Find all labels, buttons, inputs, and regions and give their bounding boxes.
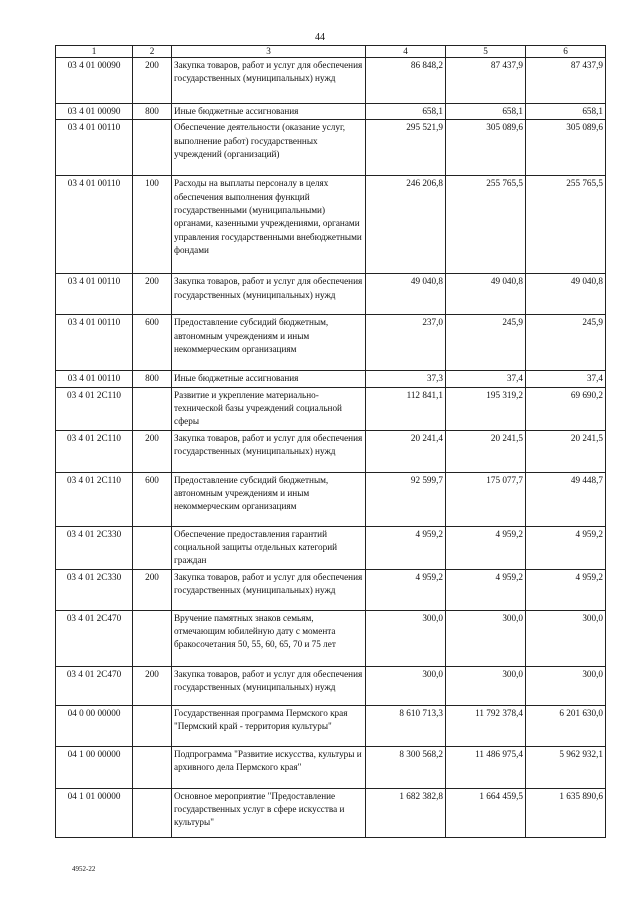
row-name-cell: Предоставление субсидий бюджетным, автономным учреждениям и иным некоммерческим организациям [172, 472, 366, 526]
row-expense-type-cell [133, 746, 172, 788]
row-value-col6-cell: 87 437,9 [526, 58, 606, 104]
row-expense-type-cell [133, 387, 172, 430]
table-body [56, 58, 606, 838]
row-value-col4-cell: 92 599,7 [366, 472, 446, 526]
row-name-cell: Предоставление субсидий бюджетным, автономным учреждениям и иным некоммерческим организациям [172, 315, 366, 371]
row-expense-type-cell: 200 [133, 666, 172, 705]
table-row [56, 526, 606, 569]
row-value-col4-cell: 237,0 [366, 315, 446, 371]
table-header-row [56, 46, 606, 58]
table-row [56, 746, 606, 788]
row-value-col4-cell: 658,1 [366, 104, 446, 120]
row-value-col5-cell: 300,0 [446, 610, 526, 666]
row-name-cell: Иные бюджетные ассигнования [172, 104, 366, 120]
row-value-col4-cell: 37,3 [366, 371, 446, 387]
document-footer-code: 4952-22 [72, 865, 96, 873]
row-value-col4-cell: 20 241,4 [366, 430, 446, 472]
column-header: 5 [446, 46, 526, 58]
row-value-col5-cell: 245,9 [446, 315, 526, 371]
row-value-col4-cell: 4 959,2 [366, 526, 446, 569]
row-value-col6-cell: 4 959,2 [526, 569, 606, 610]
row-value-col5-cell: 4 959,2 [446, 569, 526, 610]
row-name-cell: Закупка товаров, работ и услуг для обеспечения государственных (муниципальных) нужд [172, 274, 366, 315]
row-code-cell: 04 1 00 00000 [56, 746, 133, 788]
row-value-col6-cell: 305 089,6 [526, 120, 606, 176]
table-row [56, 371, 606, 387]
row-expense-type-cell: 200 [133, 58, 172, 104]
row-expense-type-cell: 100 [133, 176, 172, 274]
row-value-col5-cell: 175 077,7 [446, 472, 526, 526]
row-expense-type-cell: 800 [133, 371, 172, 387]
table-row [56, 430, 606, 472]
row-code-cell: 03 4 01 2С110 [56, 387, 133, 430]
row-value-col6-cell: 300,0 [526, 610, 606, 666]
row-value-col6-cell: 300,0 [526, 666, 606, 705]
row-name-cell: Иные бюджетные ассигнования [172, 371, 366, 387]
row-name-cell: Обеспечение деятельности (оказание услуг, выполнение работ) государственных учреждений (организаций) [172, 120, 366, 176]
row-value-col6-cell: 4 959,2 [526, 526, 606, 569]
row-code-cell: 03 4 01 00110 [56, 315, 133, 371]
row-value-col5-cell: 300,0 [446, 666, 526, 705]
table-row [56, 610, 606, 666]
row-value-col6-cell: 37,4 [526, 371, 606, 387]
row-name-cell: Государственная программа Пермского края "Пермский край - территория культуры" [172, 705, 366, 746]
row-value-col4-cell: 8 610 713,3 [366, 705, 446, 746]
row-value-col4-cell: 246 206,8 [366, 176, 446, 274]
row-value-col5-cell: 11 792 378,4 [446, 705, 526, 746]
row-code-cell: 04 0 00 00000 [56, 705, 133, 746]
row-code-cell: 03 4 01 00110 [56, 120, 133, 176]
row-value-col5-cell: 658,1 [446, 104, 526, 120]
table-row [56, 315, 606, 371]
row-expense-type-cell: 800 [133, 104, 172, 120]
row-name-cell: Закупка товаров, работ и услуг для обеспечения государственных (муниципальных) нужд [172, 430, 366, 472]
row-value-col6-cell: 1 635 890,6 [526, 788, 606, 837]
row-value-col5-cell: 20 241,5 [446, 430, 526, 472]
row-code-cell: 04 1 01 00000 [56, 788, 133, 837]
row-name-cell: Закупка товаров, работ и услуг для обеспечения государственных (муниципальных) нужд [172, 666, 366, 705]
table-row [56, 274, 606, 315]
row-code-cell: 03 4 01 2С470 [56, 666, 133, 705]
row-code-cell: 03 4 01 2С330 [56, 569, 133, 610]
row-value-col4-cell: 1 682 382,8 [366, 788, 446, 837]
row-value-col6-cell: 255 765,5 [526, 176, 606, 274]
row-code-cell: 03 4 01 00110 [56, 176, 133, 274]
row-code-cell: 03 4 01 2С470 [56, 610, 133, 666]
row-name-cell: Закупка товаров, работ и услуг для обеспечения государственных (муниципальных) нужд [172, 569, 366, 610]
column-header: 6 [526, 46, 606, 58]
row-value-col5-cell: 49 040,8 [446, 274, 526, 315]
row-value-col6-cell: 6 201 630,0 [526, 705, 606, 746]
row-name-cell: Закупка товаров, работ и услуг для обеспечения государственных (муниципальных) нужд [172, 58, 366, 104]
row-value-col4-cell: 4 959,2 [366, 569, 446, 610]
row-expense-type-cell: 600 [133, 472, 172, 526]
row-value-col5-cell: 11 486 975,4 [446, 746, 526, 788]
row-expense-type-cell [133, 526, 172, 569]
column-header: 3 [172, 46, 366, 58]
column-header: 2 [133, 46, 172, 58]
row-name-cell: Основное мероприятие "Предоставление государственных услуг в сфере искусства и культуры" [172, 788, 366, 837]
table-row [56, 58, 606, 104]
row-value-col6-cell: 49 040,8 [526, 274, 606, 315]
table-row [56, 788, 606, 837]
table-row [56, 705, 606, 746]
row-expense-type-cell: 200 [133, 569, 172, 610]
row-expense-type-cell: 200 [133, 430, 172, 472]
row-value-col5-cell: 305 089,6 [446, 120, 526, 176]
budget-table [55, 45, 606, 838]
row-value-col5-cell: 37,4 [446, 371, 526, 387]
page-number: 44 [315, 32, 325, 43]
column-header: 4 [366, 46, 446, 58]
row-code-cell: 03 4 01 00090 [56, 58, 133, 104]
row-code-cell: 03 4 01 00110 [56, 274, 133, 315]
row-expense-type-cell [133, 120, 172, 176]
row-value-col5-cell: 1 664 459,5 [446, 788, 526, 837]
table-row [56, 120, 606, 176]
row-value-col6-cell: 69 690,2 [526, 387, 606, 430]
row-value-col6-cell: 49 448,7 [526, 472, 606, 526]
row-expense-type-cell [133, 705, 172, 746]
row-expense-type-cell: 200 [133, 274, 172, 315]
row-value-col4-cell: 86 848,2 [366, 58, 446, 104]
table-row [56, 666, 606, 705]
row-name-cell: Развитие и укрепление материально-технической базы учреждений социальной сферы [172, 387, 366, 430]
row-name-cell: Расходы на выплаты персоналу в целях обеспечения выполнения функций государственными (муниципальными) органами, казенными учреждениями, органами управления государственными внебюджетными фондами [172, 176, 366, 274]
row-code-cell: 03 4 01 00110 [56, 371, 133, 387]
row-value-col5-cell: 87 437,9 [446, 58, 526, 104]
row-name-cell: Обеспечение предоставления гарантий социальной защиты отдельных категорий граждан [172, 526, 366, 569]
row-value-col4-cell: 112 841,1 [366, 387, 446, 430]
row-value-col6-cell: 658,1 [526, 104, 606, 120]
row-value-col4-cell: 295 521,9 [366, 120, 446, 176]
row-value-col6-cell: 245,9 [526, 315, 606, 371]
row-value-col6-cell: 5 962 932,1 [526, 746, 606, 788]
row-code-cell: 03 4 01 2С110 [56, 430, 133, 472]
column-header: 1 [56, 46, 133, 58]
row-expense-type-cell [133, 788, 172, 837]
row-value-col6-cell: 20 241,5 [526, 430, 606, 472]
row-code-cell: 03 4 01 00090 [56, 104, 133, 120]
table-row [56, 472, 606, 526]
row-name-cell: Подпрограмма "Развитие искусства, культуры и архивного дела Пермского края" [172, 746, 366, 788]
table-row [56, 569, 606, 610]
row-name-cell: Вручение памятных знаков семьям, отмечающим юбилейную дату с момента бракосочетания 50, 55, 60, 65, 70 и 75 лет [172, 610, 366, 666]
row-value-col4-cell: 49 040,8 [366, 274, 446, 315]
row-code-cell: 03 4 01 2С330 [56, 526, 133, 569]
table-row [56, 387, 606, 430]
row-expense-type-cell [133, 610, 172, 666]
table-row [56, 104, 606, 120]
row-value-col4-cell: 300,0 [366, 610, 446, 666]
row-value-col5-cell: 255 765,5 [446, 176, 526, 274]
table-row [56, 176, 606, 274]
row-value-col4-cell: 300,0 [366, 666, 446, 705]
row-value-col5-cell: 195 319,2 [446, 387, 526, 430]
row-value-col4-cell: 8 300 568,2 [366, 746, 446, 788]
row-expense-type-cell: 600 [133, 315, 172, 371]
row-code-cell: 03 4 01 2С110 [56, 472, 133, 526]
row-value-col5-cell: 4 959,2 [446, 526, 526, 569]
